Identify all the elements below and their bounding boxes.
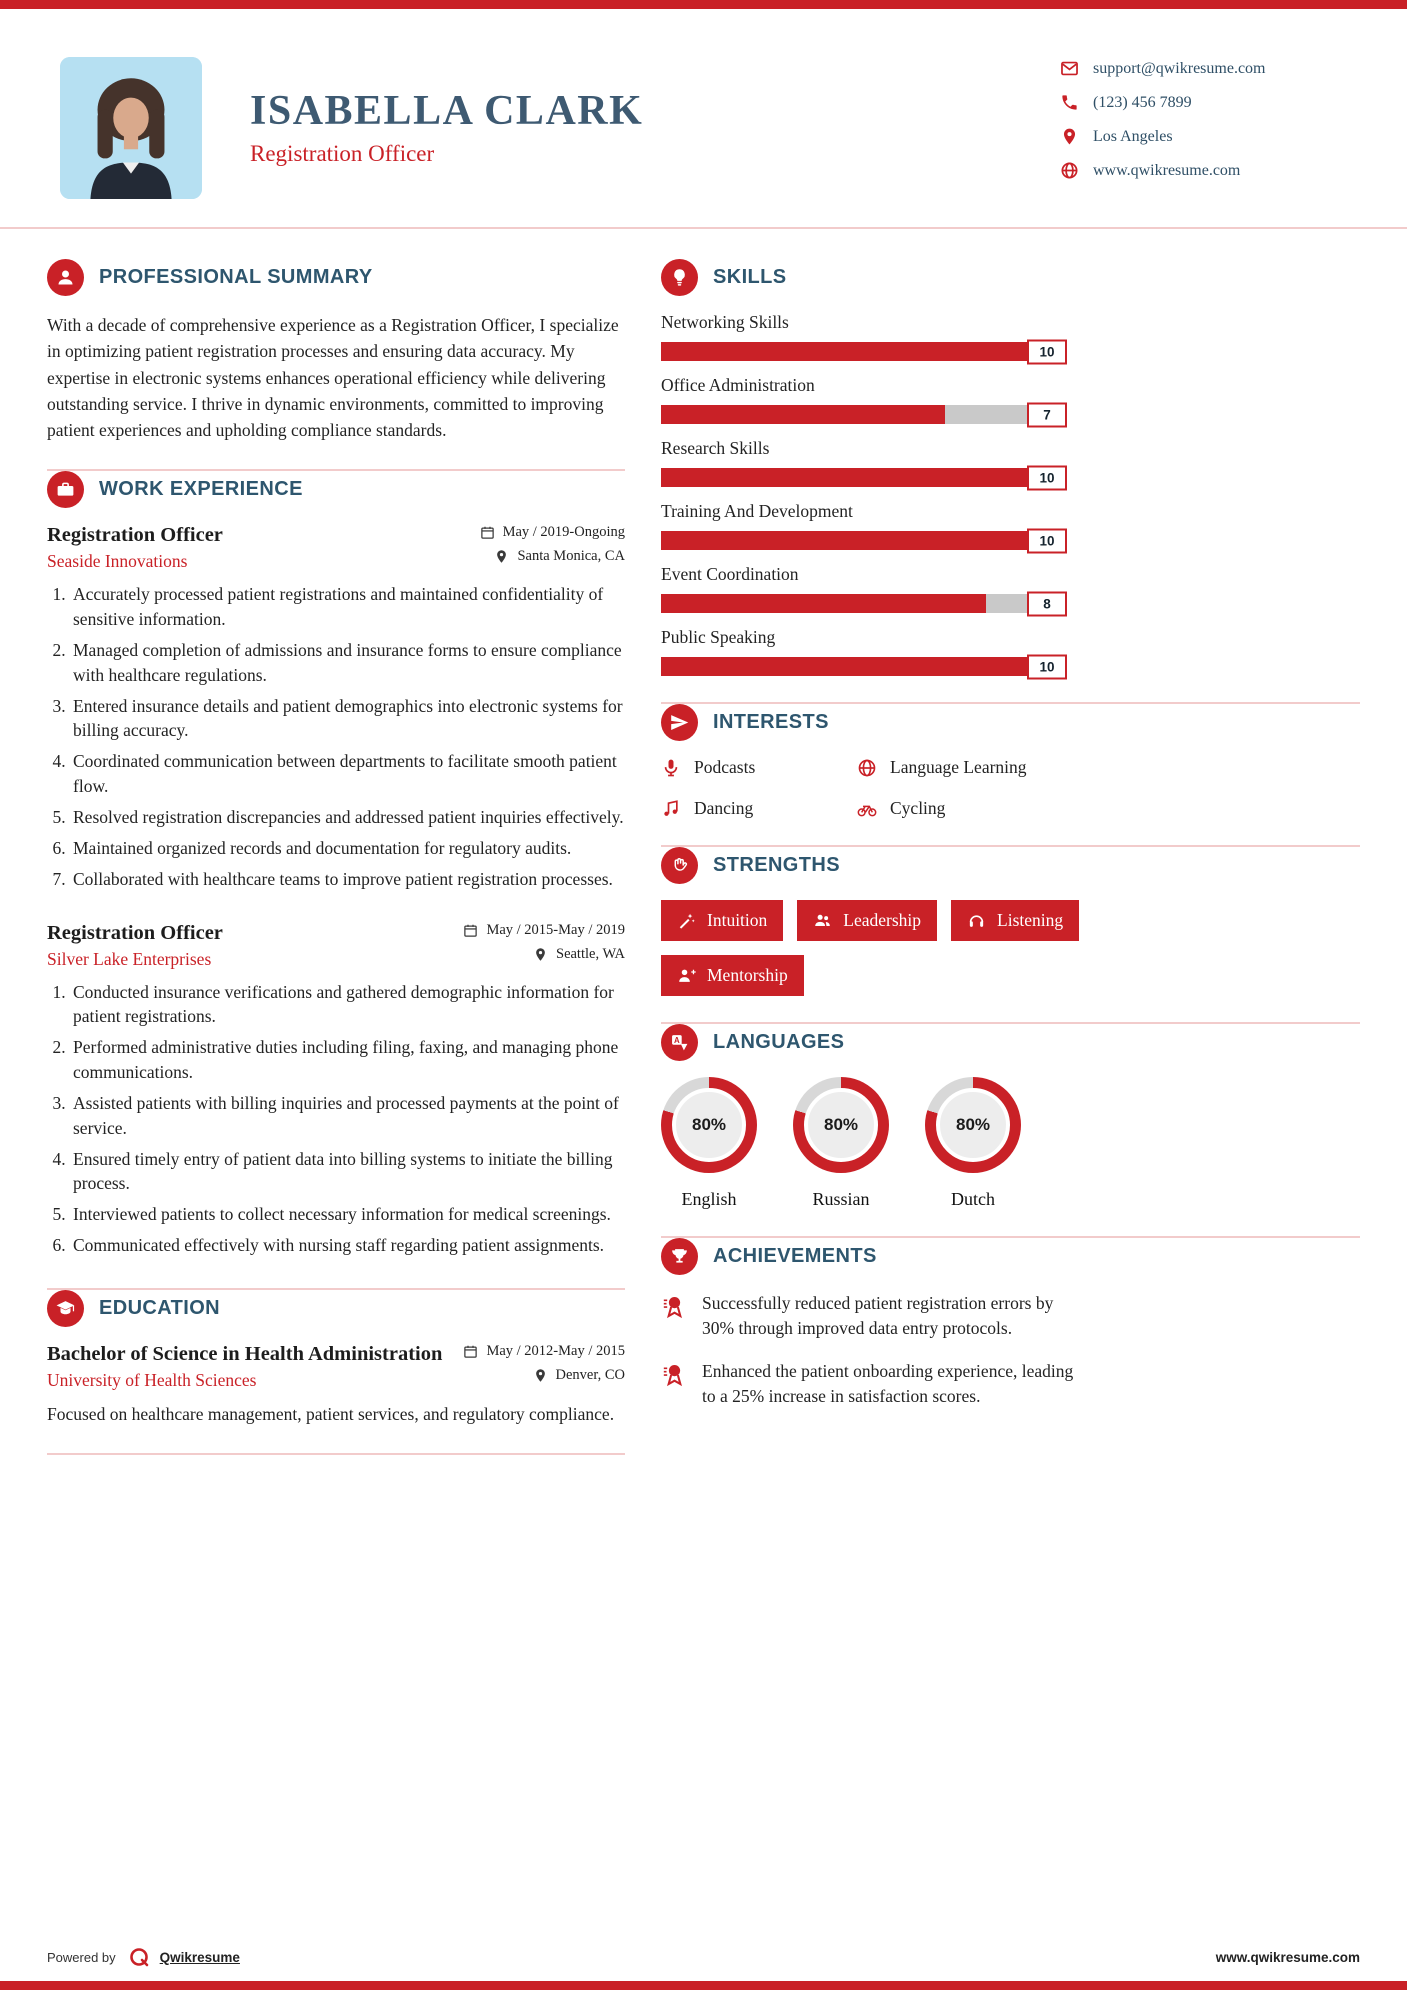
contact-phone[interactable]: [1060, 93, 1320, 112]
interest-label: Cycling: [890, 798, 946, 818]
skill-item: [661, 375, 1067, 424]
fist-icon: [661, 847, 698, 884]
interest-label: Podcasts: [694, 757, 756, 777]
contact-website[interactable]: [1060, 161, 1320, 180]
lightbulb-icon: [661, 259, 698, 296]
education-heading: EDUCATION: [99, 1296, 221, 1319]
section-strengths: [661, 847, 1360, 996]
footer: [0, 1931, 1407, 1981]
achievement-text: Enhanced the patient onboarding experience, leading to a 25% increase in satisfaction scores.: [702, 1360, 1074, 1406]
envelope-icon: [1060, 59, 1079, 78]
skill-label: Event Coordination: [661, 564, 799, 584]
skill-label: Office Administration: [661, 375, 815, 395]
skill-item: [661, 438, 1067, 487]
job-bullet-list: [47, 980, 625, 1258]
top-accent-bar: [0, 0, 1407, 9]
job-dates: May / 2015-May / 2019: [486, 921, 625, 938]
strength-badge: [661, 955, 804, 996]
job-title-block: [47, 922, 223, 970]
language-percent: 80%: [936, 1088, 1010, 1162]
job-bullet: 1. Accurately processed patient registrations and maintained confidentiality of sensitive information.: [70, 582, 625, 632]
users-icon: [813, 911, 832, 930]
skill-item: [661, 627, 1067, 676]
header: [0, 9, 1407, 227]
right-column: [661, 259, 1360, 1434]
language-item: [793, 1077, 889, 1210]
contact-location-text: Los Angeles: [1093, 127, 1173, 145]
skill-value-badge: 7: [1027, 402, 1067, 427]
job-company: Seaside Innovations: [47, 551, 188, 572]
headphones-icon: [967, 911, 986, 930]
skill-value-badge: 10: [1027, 465, 1067, 490]
contact-email[interactable]: [1060, 59, 1320, 78]
name-block: [250, 57, 1060, 167]
education-title-block: [47, 1343, 442, 1391]
job-location: Seattle, WA: [556, 945, 625, 962]
skill-bar-fill: [661, 657, 1067, 676]
bottom-accent-bar: [0, 1981, 1407, 1990]
education-location-row: [463, 1367, 625, 1384]
job-dates-row: [463, 922, 625, 939]
education-dates: May / 2012-May / 2015: [486, 1342, 625, 1359]
interests-heading-row: [661, 704, 1360, 741]
skill-label: Public Speaking: [661, 627, 776, 647]
magic-wand-icon: [677, 911, 696, 930]
phone-icon: [1060, 93, 1079, 112]
location-pin-icon: [1060, 127, 1079, 146]
education-location: Denver, CO: [555, 1366, 625, 1383]
skill-bar-fill: [661, 405, 945, 424]
skills-list: [661, 312, 1067, 676]
briefcase-icon: [47, 471, 84, 508]
job-dates-row: [480, 524, 625, 541]
skill-value-badge: 10: [1027, 528, 1067, 553]
job-bullet: 5. Resolved registration discrepancies and addressed patient inquiries effectively.: [70, 805, 625, 830]
powered-by: [47, 1945, 240, 1969]
skill-bar-fill: [661, 531, 1067, 550]
job-bullet: 3. Assisted patients with billing inquiries and processed payments at the point of service.: [70, 1091, 625, 1141]
job-bullet: 2. Performed administrative duties including filing, faxing, and managing phone communications.: [70, 1035, 625, 1085]
location-pin-icon: [494, 549, 509, 564]
experience-heading: WORK EXPERIENCE: [99, 478, 303, 501]
job-meta: [480, 524, 625, 572]
job-bullet: 1. Conducted insurance verifications and gathered demographic information for patient registrations.: [70, 980, 625, 1030]
skills-heading: SKILLS: [713, 266, 787, 288]
strength-badge: [661, 900, 783, 941]
job-meta: [463, 922, 625, 970]
interests-heading: INTERESTS: [713, 711, 829, 733]
skill-bar: [661, 468, 1067, 487]
experience-heading-row: [47, 471, 625, 508]
job-bullet: 5. Interviewed patients to collect necessary information for medical screenings.: [70, 1202, 625, 1227]
graduation-cap-icon: [47, 1290, 84, 1327]
education-header: [47, 1343, 625, 1391]
skill-item: [661, 564, 1067, 613]
strengths-heading: STRENGTHS: [713, 854, 840, 876]
language-label: Dutch: [951, 1189, 995, 1209]
globe-icon: [1060, 161, 1079, 180]
skills-heading-row: [661, 259, 1360, 296]
section-interests: [661, 704, 1360, 819]
skill-bar: [661, 405, 1067, 424]
skill-label: Training And Development: [661, 501, 853, 521]
interest-label: Language Learning: [890, 757, 1027, 777]
strengths-list: [661, 900, 1081, 996]
language-label: English: [681, 1189, 737, 1209]
medal-icon: [661, 1361, 688, 1388]
content-columns: [0, 229, 1407, 1931]
calendar-icon: [463, 923, 478, 938]
profile-photo-illustration: [60, 57, 202, 199]
job-dates: May / 2019-Ongoing: [502, 524, 625, 541]
languages-heading: LANGUAGES: [713, 1031, 845, 1053]
achievement-text: Successfully reduced patient registration errors by 30% through improved data entry protocols.: [702, 1293, 1054, 1338]
achievements-heading: ACHIEVEMENTS: [713, 1245, 877, 1267]
interest-item: [661, 757, 857, 778]
education-heading-row: [47, 1290, 625, 1327]
job-header: [47, 524, 625, 572]
job-location: Santa Monica, CA: [517, 548, 625, 565]
skill-item: [661, 312, 1067, 361]
education-description: Focused on healthcare management, patient services, and regulatory compliance.: [47, 1403, 615, 1424]
paper-plane-icon: [661, 704, 698, 741]
skill-bar-fill: [661, 594, 986, 613]
skill-value-badge: 10: [1027, 339, 1067, 364]
skill-bar-fill: [661, 342, 1067, 361]
bicycle-icon: [857, 799, 877, 819]
strength-label: Listening: [997, 910, 1064, 930]
contact-email-text: support@qwikresume.com: [1093, 59, 1266, 77]
header-job-title: Registration Officer: [250, 141, 435, 166]
job-bullet-list: [47, 582, 625, 891]
section-professional-summary: [47, 259, 625, 443]
summary-heading-row: [47, 259, 625, 296]
job-location-row: [463, 946, 625, 963]
skill-label: Networking Skills: [661, 312, 789, 332]
language-progress-ring: [793, 1077, 889, 1173]
strength-label: Leadership: [843, 910, 922, 930]
contact-info: [1060, 57, 1320, 195]
location-pin-icon: [533, 1368, 548, 1383]
skill-bar: [661, 657, 1067, 676]
job-bullet: 4. Ensured timely entry of patient data into billing systems to initiate the billing process.: [70, 1147, 625, 1197]
skill-bar-fill: [661, 468, 1067, 487]
person-plus-icon: [677, 966, 696, 985]
interest-item: [857, 757, 1081, 778]
section-achievements: [661, 1238, 1360, 1408]
contact-website-text: www.qwikresume.com: [1093, 161, 1241, 179]
job-title: Registration Officer: [47, 524, 223, 547]
trophy-icon: [661, 1238, 698, 1275]
language-item: [925, 1077, 1021, 1210]
job-location-row: [480, 548, 625, 565]
section-languages: [661, 1024, 1360, 1210]
language-percent: 80%: [672, 1088, 746, 1162]
language-percent: 80%: [804, 1088, 878, 1162]
section-work-experience: [47, 471, 625, 1258]
qwikresume-brand-link[interactable]: Qwikresume: [159, 1949, 240, 1965]
skill-value-badge: 8: [1027, 591, 1067, 616]
job-bullet: 4. Coordinated communication between departments to facilitate smooth patient flow.: [70, 749, 625, 799]
skill-value-badge: 10: [1027, 654, 1067, 679]
achievement-item: [661, 1359, 1081, 1409]
skill-bar: [661, 342, 1067, 361]
globe-icon: [857, 758, 877, 778]
job-bullet: 3. Entered insurance details and patient demographics into electronic systems for billing accuracy.: [70, 694, 625, 744]
summary-text: With a decade of comprehensive experience as a Registration Officer, I specialize in optimizing patient registration processes and ensuring data accuracy. My expertise in electronic systems enhances operational efficiency while delivering outstanding service. I thrive in dynamic environments, committed to improving patient experiences and upholding compliance standards.: [47, 315, 619, 440]
languages-heading-row: [661, 1024, 1360, 1061]
strengths-heading-row: [661, 847, 1360, 884]
summary-heading: PROFESSIONAL SUMMARY: [99, 266, 373, 288]
education-meta: [463, 1343, 625, 1391]
job-entry: [47, 524, 625, 891]
profile-photo: [60, 57, 202, 199]
achievements-list: [661, 1291, 1360, 1408]
microphone-icon: [661, 758, 681, 778]
job-bullet: 6. Communicated effectively with nursing staff regarding patient assignments.: [70, 1233, 625, 1258]
interests-list: [661, 757, 1081, 819]
skill-bar: [661, 531, 1067, 550]
powered-by-label: Powered by: [47, 1949, 116, 1965]
skill-bar: [661, 594, 1067, 613]
strength-badge: [951, 900, 1079, 941]
language-item: [661, 1077, 757, 1210]
interest-item: [661, 798, 857, 819]
svg-text:A: A: [674, 1035, 680, 1045]
interest-label: Dancing: [694, 798, 754, 818]
achievement-item: [661, 1291, 1081, 1341]
strength-label: Intuition: [707, 910, 768, 930]
language-progress-ring: [925, 1077, 1021, 1173]
strength-label: Mentorship: [707, 965, 788, 985]
languages-list: [661, 1077, 1081, 1210]
achievements-heading-row: [661, 1238, 1360, 1275]
education-school: University of Health Sciences: [47, 1369, 257, 1390]
left-column: [47, 259, 625, 1455]
language-label: Russian: [812, 1189, 870, 1209]
divider: [47, 1453, 625, 1455]
translate-icon: [661, 1024, 698, 1061]
contact-phone-text: (123) 456 7899: [1093, 93, 1192, 111]
section-skills: [661, 259, 1360, 676]
job-entry: [47, 922, 625, 1258]
job-header: [47, 922, 625, 970]
language-progress-ring: [661, 1077, 757, 1173]
location-pin-icon: [533, 947, 548, 962]
medal-icon: [661, 1293, 688, 1320]
skill-item: [661, 501, 1067, 550]
qwikresume-logo-icon: [128, 1945, 152, 1969]
job-bullet: 2. Managed completion of admissions and insurance forms to ensure compliance with healthcare regulations.: [70, 638, 625, 688]
section-education: [47, 1290, 625, 1427]
education-degree: Bachelor of Science in Health Administration: [47, 1342, 443, 1365]
job-bullet: 6. Maintained organized records and documentation for regulatory audits.: [70, 836, 625, 861]
calendar-icon: [463, 1344, 478, 1359]
job-title: Registration Officer: [47, 921, 223, 944]
education-dates-row: [463, 1343, 625, 1360]
skill-label: Research Skills: [661, 438, 770, 458]
contact-location: [1060, 127, 1320, 146]
job-company: Silver Lake Enterprises: [47, 948, 212, 969]
job-title-block: [47, 524, 223, 572]
person-icon: [47, 259, 84, 296]
page-title: ISABELLA CLARK: [250, 88, 644, 134]
strength-badge: [797, 900, 937, 941]
calendar-icon: [480, 525, 495, 540]
music-note-icon: [661, 799, 681, 819]
interest-item: [857, 798, 1081, 819]
footer-website-link[interactable]: www.qwikresume.com: [1215, 1949, 1360, 1965]
job-bullet: 7. Collaborated with healthcare teams to improve patient registration processes.: [70, 867, 625, 892]
